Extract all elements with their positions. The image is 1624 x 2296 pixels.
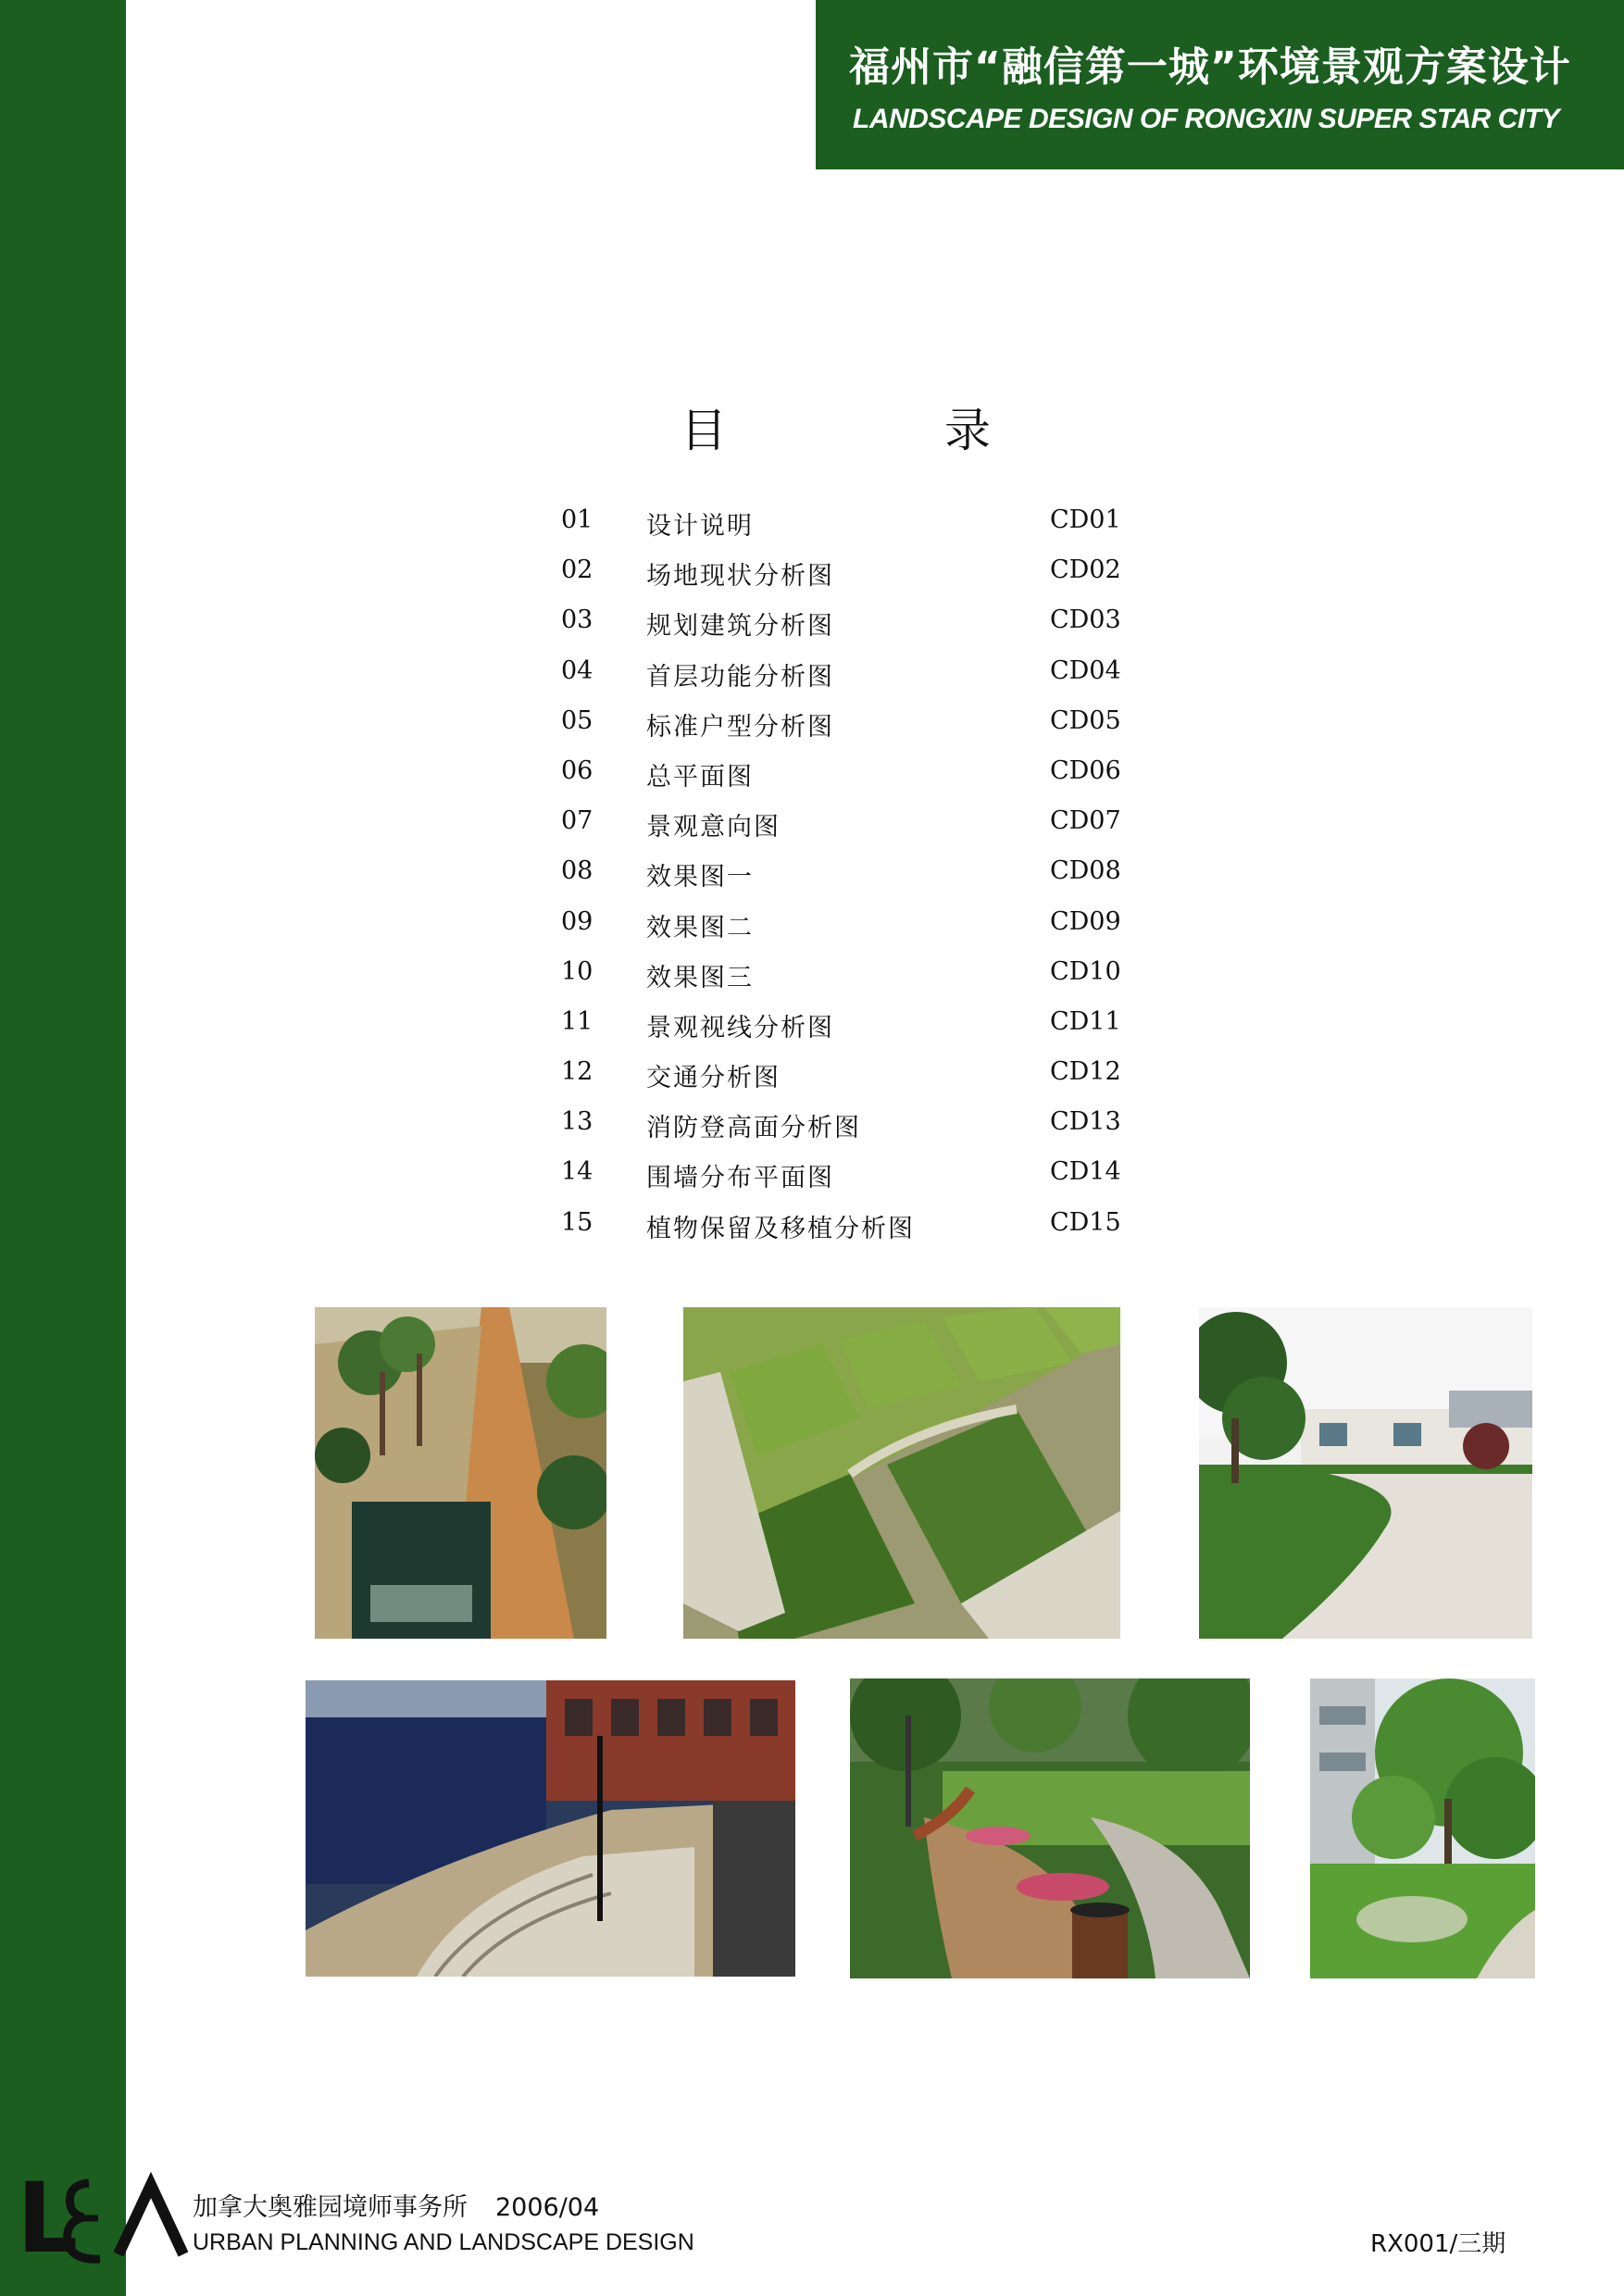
toc-item-label: 标准户型分析图 <box>646 712 834 742</box>
toc-item <box>546 1203 1139 1253</box>
toc-item-code: CD05 <box>1050 705 1121 735</box>
toc-item-number: 13 <box>561 1107 593 1137</box>
toc-item <box>546 1102 1139 1152</box>
toc-item-code: CD01 <box>1050 505 1121 534</box>
toc-item-code: CD15 <box>1050 1207 1121 1237</box>
header-banner <box>816 0 1624 169</box>
toc-item-label: 植物保留及移植分析图 <box>646 1214 915 1243</box>
toc-item <box>546 550 1139 600</box>
toc-item-label: 景观意向图 <box>646 813 781 842</box>
toc-item-label: 消防登高面分析图 <box>646 1114 861 1143</box>
toc-item-number: 11 <box>561 1006 593 1036</box>
toc-item-code: CD14 <box>1050 1157 1121 1187</box>
toc-item-code: CD02 <box>1050 555 1121 585</box>
toc-item-label: 总平面图 <box>646 762 754 792</box>
toc-item-label: 交通分析图 <box>646 1064 781 1093</box>
footer-company-en: URBAN PLANNING AND LANDSCAPE DESIGN <box>193 2229 694 2255</box>
photo-tree-walkway <box>1310 1678 1535 1978</box>
toc-item <box>546 701 1139 751</box>
toc-heading-left: 目 <box>681 404 727 457</box>
toc-item-number: 02 <box>561 555 593 585</box>
toc-item <box>546 500 1139 550</box>
toc-item-number: 15 <box>561 1207 593 1237</box>
toc-item-number: 06 <box>561 755 593 785</box>
toc-item-number: 01 <box>561 505 593 534</box>
photo-waterfront-steps <box>306 1680 795 1977</box>
left-sidebar-band <box>0 0 126 2296</box>
photo-garden-bench <box>850 1678 1250 1978</box>
toc-item-number: 09 <box>561 906 593 936</box>
toc-item-code: CD11 <box>1050 1006 1121 1036</box>
svg-text:L: L <box>17 2166 79 2268</box>
footer-date: 2006/04 <box>495 2193 600 2222</box>
toc-item-label: 效果图一 <box>646 863 754 892</box>
toc-item-code: CD12 <box>1050 1057 1121 1087</box>
document-code: RX001/三期 <box>1370 2230 1506 2258</box>
toc-item-code: CD09 <box>1050 906 1121 936</box>
toc-item-number: 05 <box>561 705 593 735</box>
toc-item-number: 07 <box>561 806 593 836</box>
toc-item <box>546 751 1139 801</box>
lea-logo <box>17 2166 188 2268</box>
toc-item <box>546 651 1139 701</box>
toc-item-number: 14 <box>561 1157 593 1187</box>
toc-item-label: 围墙分布平面图 <box>646 1164 834 1193</box>
toc-item-code: CD10 <box>1050 956 1121 986</box>
footer-company-cn <box>193 2187 599 2223</box>
toc-item-code: CD03 <box>1050 605 1121 635</box>
toc-item-code: CD08 <box>1050 856 1121 886</box>
toc-item-label: 效果图二 <box>646 913 754 942</box>
toc-item <box>546 600 1139 650</box>
toc-heading <box>0 393 1624 458</box>
toc-item-label: 设计说明 <box>646 512 754 541</box>
photo-promenade-water <box>315 1307 606 1639</box>
toc-item-code: CD07 <box>1050 806 1121 836</box>
toc-item-label: 场地现状分析图 <box>646 562 834 592</box>
toc-item-number: 10 <box>561 956 593 986</box>
toc-item-label: 景观视线分析图 <box>646 1013 834 1042</box>
toc-item-number: 12 <box>561 1057 593 1087</box>
photo-lawn-path <box>1199 1307 1532 1639</box>
toc-item <box>546 1152 1139 1202</box>
toc-item-label: 首层功能分析图 <box>646 662 834 692</box>
toc-item-code: CD13 <box>1050 1107 1121 1137</box>
toc-item <box>546 1002 1139 1052</box>
toc-item <box>546 902 1139 952</box>
toc-item-number: 03 <box>561 605 593 635</box>
toc-item <box>546 1052 1139 1102</box>
header-title-en: LANDSCAPE DESIGN OF RONGXIN SUPER STAR CITY <box>853 104 1560 134</box>
toc-heading-right: 录 <box>944 404 991 457</box>
company-name-cn: 加拿大奥雅园境师事务所 <box>193 2193 468 2222</box>
toc-item-code: CD06 <box>1050 755 1121 785</box>
toc-item-label: 规划建筑分析图 <box>646 612 834 642</box>
toc-item <box>546 801 1139 851</box>
table-of-contents <box>546 500 1139 1253</box>
toc-item <box>546 851 1139 901</box>
header-title-cn: 福州市“融信第一城”环境景观方案设计 <box>849 44 1571 91</box>
toc-item-number: 08 <box>561 856 593 886</box>
toc-item <box>546 952 1139 1002</box>
toc-item-code: CD04 <box>1050 655 1121 685</box>
toc-item-number: 04 <box>561 655 593 685</box>
photo-aerial-gardens <box>683 1307 1120 1639</box>
toc-item-label: 效果图三 <box>646 963 754 992</box>
